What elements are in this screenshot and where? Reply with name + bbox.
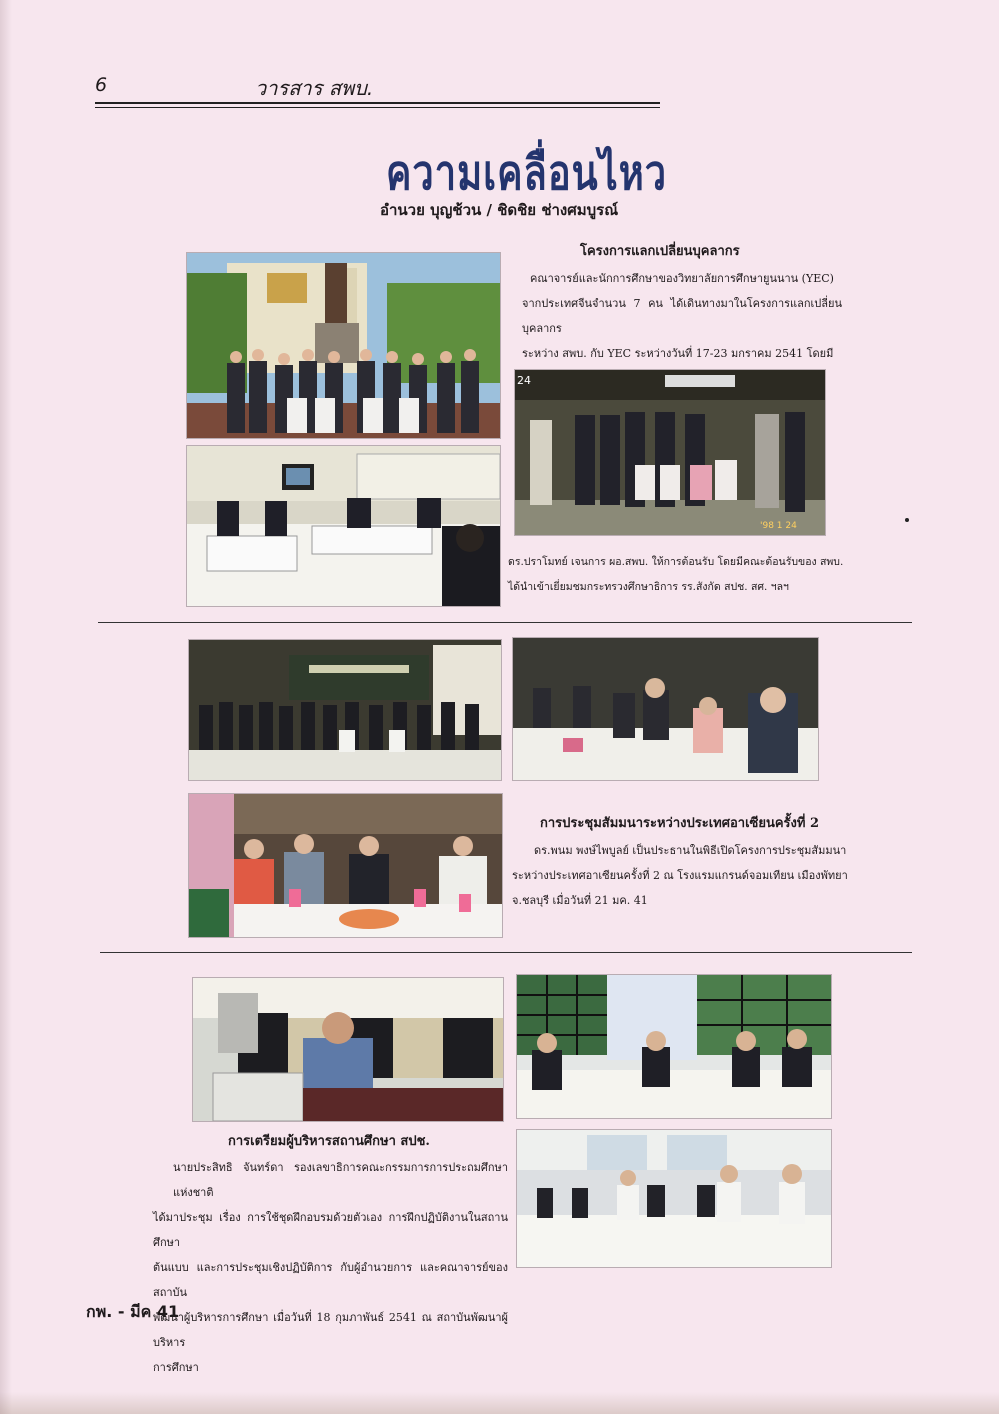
section3-line: นายประสิทธิ จันทร์ดา รองเลขาธิการคณะกรรมการการประถมศึกษาแห่งชาติ (173, 1161, 508, 1199)
section1-line: ระหว่าง สพบ. กับ YEC ระหว่างวันที่ 17-23 มกราคม 2541 โดยมี (522, 347, 834, 360)
section1-body (522, 266, 842, 366)
page-number: 6 (95, 74, 108, 96)
section-divider-1 (98, 622, 912, 623)
section1-line: จากประเทศจีนจำนวน 7 คน ได้เดินทางมาในโครงการแลกเปลี่ยนบุคลากร (522, 297, 842, 335)
section3-body (153, 1155, 508, 1380)
article-authors: อำนวย บุญช้วน / ชิดชิย ช่างศมบูรณ์ (380, 201, 619, 219)
section2-line: ดร.พนม พงษ์ไพบูลย์ เป็นประธานในพิธีเปิดโครงการประชุมสัมมนา (534, 844, 847, 857)
issue-date-footer: กพ. - มีค 41 (86, 1302, 180, 1321)
journal-title: วารสาร สพบ. (255, 76, 374, 100)
section3-line: การศึกษา (153, 1361, 199, 1374)
photo-seminar-stage (189, 640, 501, 780)
photo-group-airport (515, 370, 825, 535)
scan-left-edge (0, 0, 12, 1414)
photo-seminar-audience (513, 638, 818, 780)
section2-line: จ.ชลบุรี เมื่อวันที่ 21 มค. 41 (512, 894, 648, 907)
section2-line: ระหว่างประเทศอาเซียนครั้งที่ 2 ณ โรงแรมแกรนด์จอมเทียน เมืองพัทยา (512, 869, 848, 882)
section1-line: คณาจารย์และนักการศึกษาของวิทยาลัยการศึกษายูนนาน (YEC) (530, 272, 834, 285)
section3-line: ต้นแบบ และการประชุมเชิงปฏิบัติการ กับผู้อำนวยการ และคณาจารย์ของสถาบัน (153, 1261, 508, 1299)
section2-heading: การประชุมสัมมนาระหว่างประเทศอาเซียนครั้งที่ 2 (540, 816, 820, 831)
section2-body (512, 838, 857, 913)
photo-meeting-room (187, 446, 500, 606)
scan-speck (905, 518, 909, 522)
svg-text:24: 24 (517, 374, 531, 387)
header-rule-thin (95, 107, 660, 108)
photo-meeting-long-table (517, 1130, 831, 1267)
svg-text:'98 1 24: '98 1 24 (760, 521, 797, 531)
caption-line: ได้นำเข้าเยี่ยมชมกระทรวงศึกษาธิการ รร.สังกัด สปช. สศ. ฯลฯ (508, 581, 789, 593)
header-rule-thick (95, 102, 660, 104)
photo-seminar-dinner (189, 794, 502, 937)
caption-line: ดร.ปราโมทย์ เจนการ ผอ.สพบ. ให้การต้อนรับ โดยมีคณะต้อนรับของ สพบ. (508, 556, 844, 568)
scan-bottom-edge (0, 1392, 999, 1414)
photo-meeting-window (517, 975, 831, 1118)
section-divider-2 (100, 952, 912, 953)
article-title: ความเคลื่อนไหว (386, 145, 668, 201)
section1-caption (508, 550, 848, 600)
section3-line: พัฒนาผู้บริหารการศึกษา เมื่อวันที่ 18 กุมภาพันธ์ 2541 ณ สถาบันพัฒนาผู้บริหาร (153, 1311, 508, 1349)
section1-heading: โครงการแลกเปลี่ยนบุคลากร (580, 244, 740, 259)
photo-group-statue (187, 253, 500, 438)
photo-speaker-projector (193, 978, 503, 1121)
section3-line: ได้มาประชุม เรื่อง การใช้ชุดฝึกอบรมด้วยตัวเอง การฝึกปฏิบัติงานในสถานศึกษา (153, 1211, 508, 1249)
section3-heading: การเตรียมผู้บริหารสถานศึกษา สปช. (228, 1134, 430, 1149)
